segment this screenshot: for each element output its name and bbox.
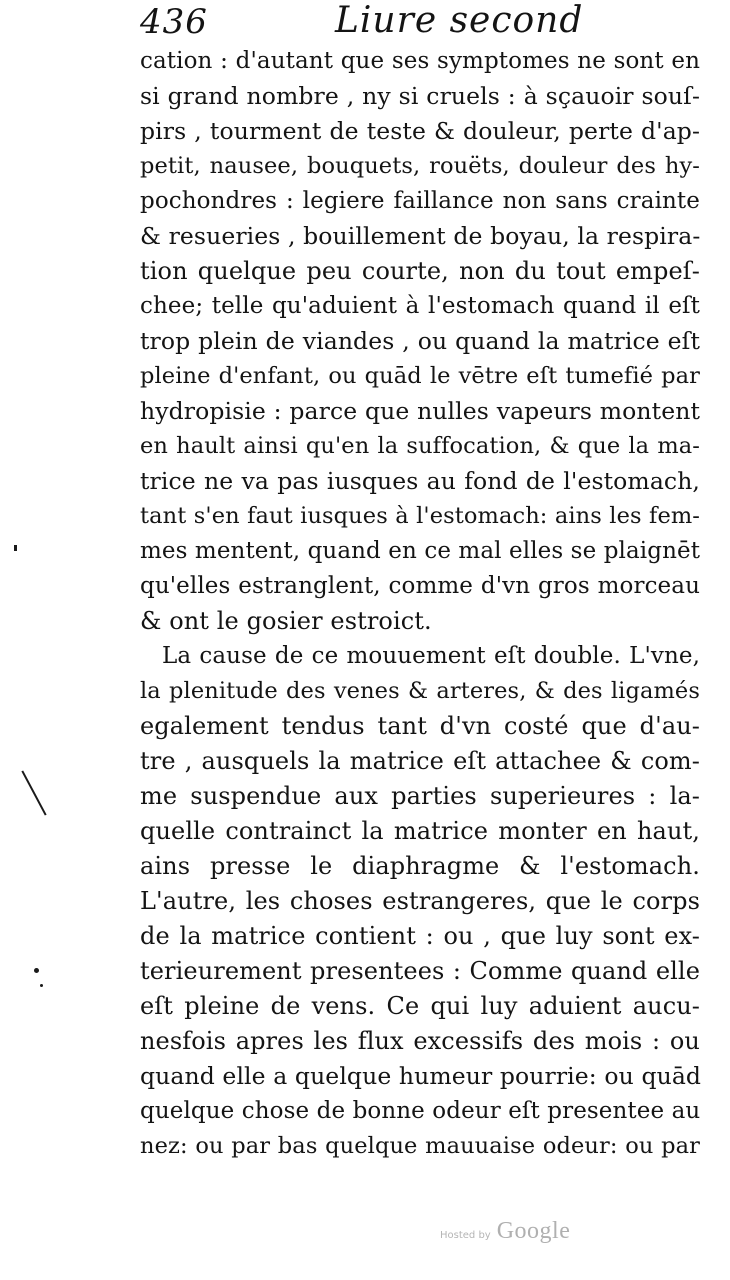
paragraph-start-line: La cause de ce mouuement eſt double. L'vne, xyxy=(162,643,700,669)
text-line: qu'elles estranglent, comme d'vn gros morceau xyxy=(140,573,700,599)
text-line: tre , ausquels la matrice eſt attachee & com- xyxy=(140,747,700,775)
text-line: si grand nombre , ny si cruels : à sçauoir souſ- xyxy=(140,82,700,110)
page-number: 436 xyxy=(140,2,208,42)
text-line: L'autre, les choses estrangeres, que le corps xyxy=(140,887,700,915)
text-line: eſt pleine de vens. Ce qui luy aduient aucu- xyxy=(140,992,700,1020)
text-line: petit, nausee, bouquets, rouëts, douleur des hy- xyxy=(140,153,700,179)
text-line: pochondres : legiere faillance non sans crainte xyxy=(140,188,700,214)
text-line: ains presse le diaphragme & l'estomach. xyxy=(140,852,700,880)
scan-stroke xyxy=(21,770,46,815)
watermark xyxy=(440,1218,570,1245)
text-line: la plenitude des venes & arteres, & des ligamés xyxy=(140,678,700,704)
text-line: tion quelque peu courte, non du tout empeſ- xyxy=(140,257,700,285)
text-line: de la matrice contient : ou , que luy sont ex- xyxy=(140,922,700,950)
text-line: hydropisie : parce que nulles vapeurs montent xyxy=(140,397,700,425)
text-line: pleine d'enfant, ou quād le vētre eſt tumefié par xyxy=(140,363,700,389)
text-line: quelle contrainct la matrice monter en haut, xyxy=(140,817,700,845)
text-line: me suspendue aux parties superieures : la- xyxy=(140,782,700,810)
text-line: mes mentent, quand en ce mal elles se plaignēt xyxy=(140,538,701,564)
google-logo: Google xyxy=(496,1218,571,1244)
scan-speck xyxy=(14,545,17,551)
text-line: pirs , tourment de teste & douleur, perte d'ap- xyxy=(140,117,700,145)
body-text xyxy=(140,44,700,1164)
text-line: nez: ou par bas quelque mauuaise odeur: ou par xyxy=(140,1133,700,1159)
scan-speck xyxy=(40,984,43,987)
text-line: egalement tendus tant d'vn costé que d'au- xyxy=(140,712,700,740)
text-line: quelque chose de bonne odeur eſt presentee au xyxy=(140,1098,701,1124)
text-line: tant s'en faut iusques à l'estomach: ains les fem- xyxy=(140,503,700,529)
text-line: trop plein de viandes , ou quand la matrice eſt xyxy=(140,327,700,355)
paragraph-end-line: & ont le gosier estroict. xyxy=(140,607,432,635)
text-line: terieurement presentees : Comme quand elle xyxy=(140,957,700,985)
text-line: & resueries , bouillement de boyau, la respira- xyxy=(140,222,701,250)
hosted-by-label: Hosted by xyxy=(440,1230,491,1241)
text-line: trice ne va pas iusques au fond de l'estomach, xyxy=(140,467,700,495)
text-line: cation : d'autant que ses symptomes ne sont en xyxy=(140,48,700,74)
running-title: Liure second xyxy=(335,0,584,41)
scan-speck xyxy=(34,968,39,973)
text-line: chee; telle qu'aduient à l'estomach quand il eſt xyxy=(140,293,700,319)
text-line: nesfois apres les flux excessifs des mois : ou xyxy=(140,1027,700,1055)
text-line: quand elle a quelque humeur pourrie: ou quād xyxy=(140,1062,702,1090)
text-line: en hault ainsi qu'en la suffocation, & que la ma- xyxy=(140,433,700,459)
